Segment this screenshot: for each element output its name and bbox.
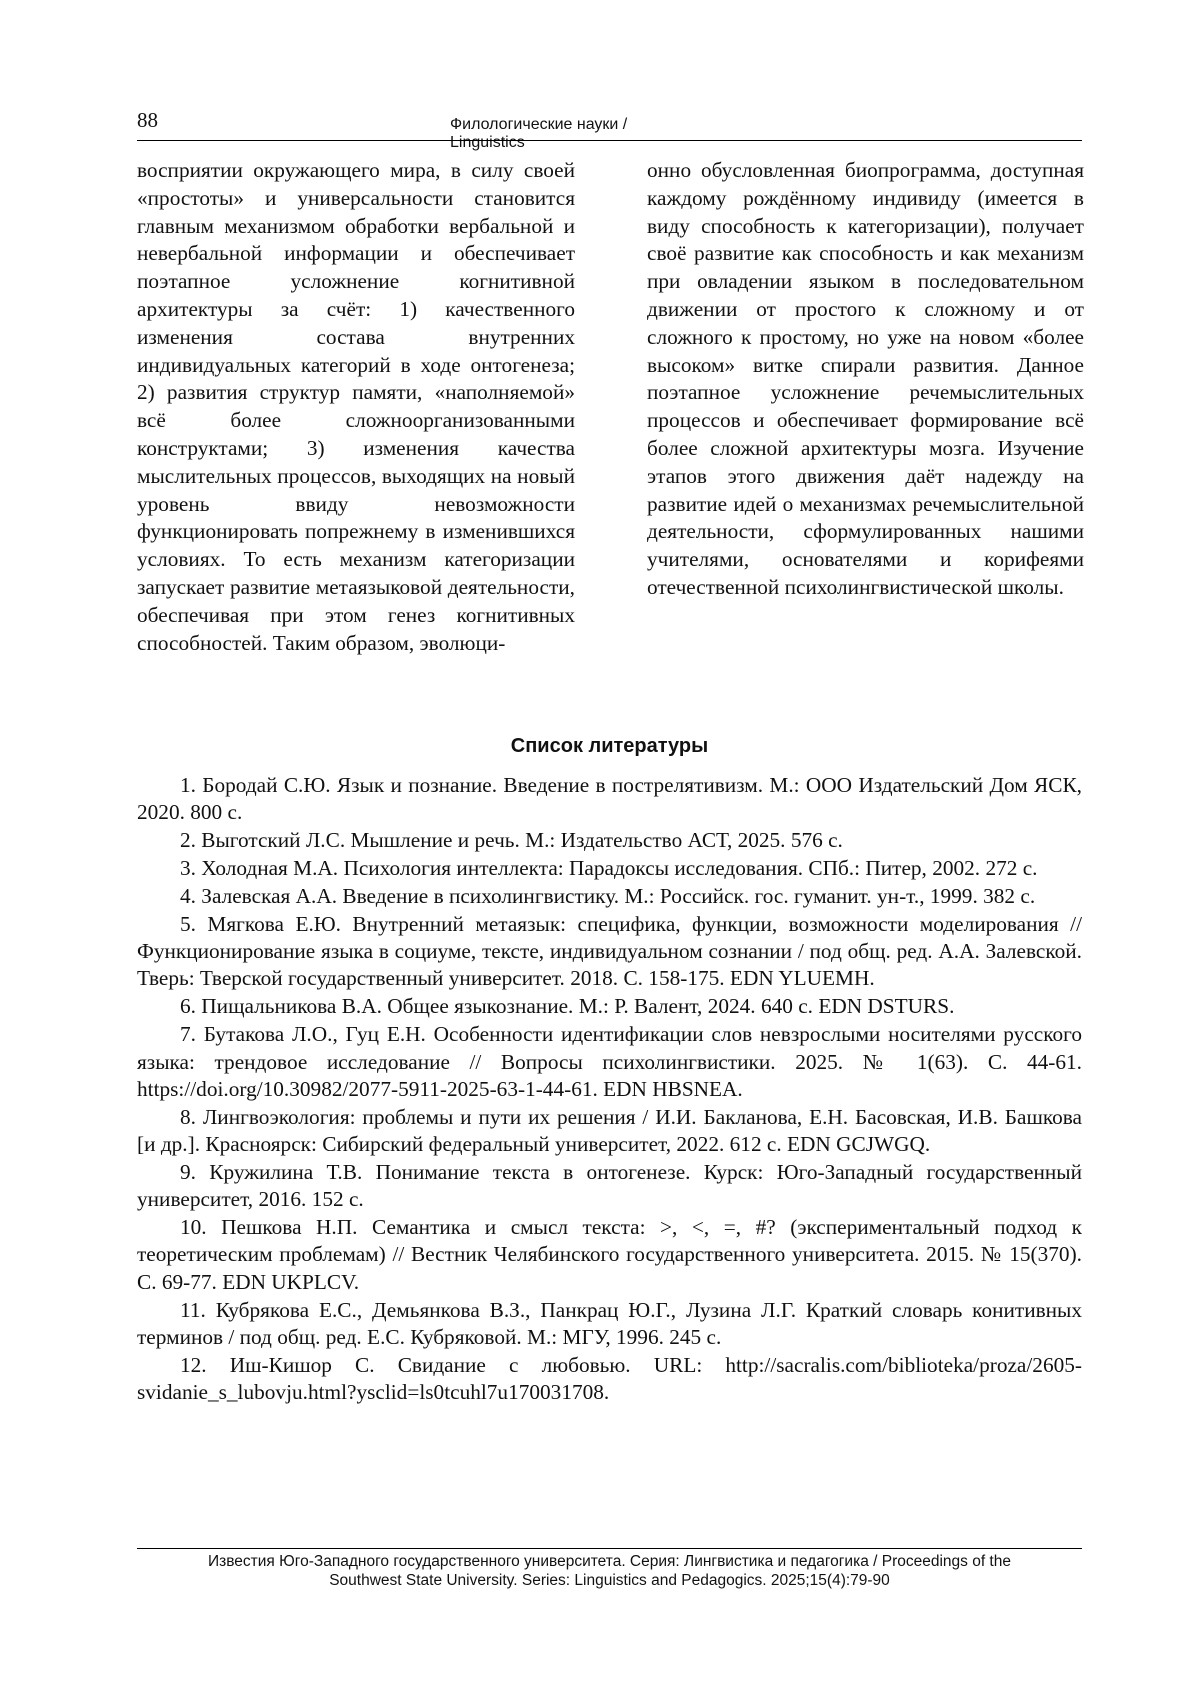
reference-item: 5. Мягкова Е.Ю. Внутренний метаязык: специфика, функции, возможности моделирования // Функционирование языка в социуме, тексте, индивидуальном сознании / под общ. ред. А.А. Залевской. Тверь: Тверской государственный университет. 2018. С. 158-175. EDN YLUEMH. <box>137 911 1082 991</box>
reference-item: 1. Бородай С.Ю. Язык и познание. Введение в пострелятивизм. М.: ООО Издательский Дом ЯСК, 2020. 800 с. <box>137 773 1082 825</box>
body-column-left <box>137 157 575 657</box>
reference-item: 3. Холодная М.А. Психология интеллекта: Парадоксы исследования. СПб.: Питер, 2002. 272 с. <box>180 856 1038 881</box>
reference-item: 2. Выготский Л.С. Мышление и речь. М.: Издательство АСТ, 2025. 576 с. <box>180 828 843 853</box>
references-list <box>137 772 1082 1407</box>
journal-footer <box>137 1552 1082 1590</box>
reference-item: 9. Кружилина Т.В. Понимание текста в онтогенезе. Курск: Юго-Западный государственный университет, 2016. 152 с. <box>137 1159 1082 1212</box>
body-column-right <box>647 157 1084 602</box>
reference-item: 6. Пищальникова В.А. Общее языкознание. М.: Р. Валент, 2024. 640 с. EDN DSTURS. <box>180 994 955 1019</box>
reference-item: 7. Бутакова Л.О., Гуц Е.Н. Особенности идентификации слов невзрослыми носителями русского языка: трендовое исследование // Вопросы психолингвистики. 2025. № 1(63). С. 44-61. https://doi.org/10.30982/2077-5911-2025-63-1-44-61. EDN HBSNEA. <box>137 1022 1082 1101</box>
reference-item: 11. Кубрякова Е.С., Демьянкова В.З., Панкрац Ю.Г., Лузина Л.Г. Краткий словарь конитивных терминов / под общ. ред. Е.С. Кубряковой. М.: МГУ, 1996. 245 с. <box>137 1297 1082 1349</box>
footer-rule <box>137 1548 1082 1549</box>
body-paragraph-right: онно обусловленная биопрограмма, доступная каждому рождённому индивиду (имеется в виду способность к категоризации), получает своё развитие как способность и как механизм при овладении языком в последовательном движении от простого к сложному и от сложного к простому, но уже на новом «более высоком» витке спирали развития. Данное поэтапное усложнение речемыслительных процессов и обеспечивает формирование всё более сложной архитектуры мозга. Изучение этапов этого движения даёт надежду на развитие идей о механизмах речемыслительной деятельности, сформулированных нашими учителями, основателями и корифеями отечественной психолингвистической школы. <box>647 158 1084 599</box>
reference-item: 4. Залевская А.А. Введение в психолингвистику. М.: Российск. гос. гуманит. ун-т., 1999. 382 с. <box>180 883 1036 908</box>
reference-item: 10. Пешкова Н.П. Семантика и смысл текста: >, <, =, #? (экспериментальный подход к теоретическим проблемам) // Вестник Челябинского государственного университета. 2015. № 15(370). С. 69-77. EDN UKPLCV. <box>137 1215 1082 1294</box>
references-heading: Список литературы <box>510 735 709 757</box>
reference-item: 8. Лингвоэкология: проблемы и пути их решения / И.И. Бакланова, Е.Н. Басовская, И.В. Башкова [и др.]. Красноярск: Сибирский федеральный университет, 2022. 612 с. EDN GCJWGQ. <box>137 1104 1082 1157</box>
body-paragraph-left: восприятии окружающего мира, в силу своей «простоты» и универсальности становится главным механизмом обработки вербальной и невербальной информации и обеспечивает поэтапное усложнение когнитивной архитектуры за счёт: 1) качественного изменения состава внутренних индивидуальных категорий в ходе онтогенеза; 2) развития структур памяти, «наполняемой» всё более сложноорганизованными конструктами; 3) изменения качества мыслительных процессов, выходящих на новый уровень ввиду невозможности функционировать попрежнему в изменившихся условиях. То есть механизм категоризации запускает развитие метаязыковой деятельности, обеспечивая при этом генез когнитивных способностей. Таким образом, эволюци- <box>137 158 575 655</box>
reference-item: 12. Иш-Кишор С. Свидание с любовью. URL: http://sacralis.com/biblioteka/proza/2605-svidanie_s_lubovju.html?ysclid=ls0tcuhl7u170031708. <box>137 1352 1082 1405</box>
footer-line-2: Southwest State University. Series: Linguistics and Pedagogics. 2025;15(4):79-90 <box>329 1572 890 1589</box>
header-rule <box>137 140 1082 141</box>
page-number: 88 <box>137 108 158 132</box>
footer-line-1: Известия Юго-Западного государственного университета. Серия: Лингвистика и педагогика / Proceedings of the <box>208 1553 1011 1570</box>
running-title: Филологические науки / Linguistics <box>450 116 628 151</box>
